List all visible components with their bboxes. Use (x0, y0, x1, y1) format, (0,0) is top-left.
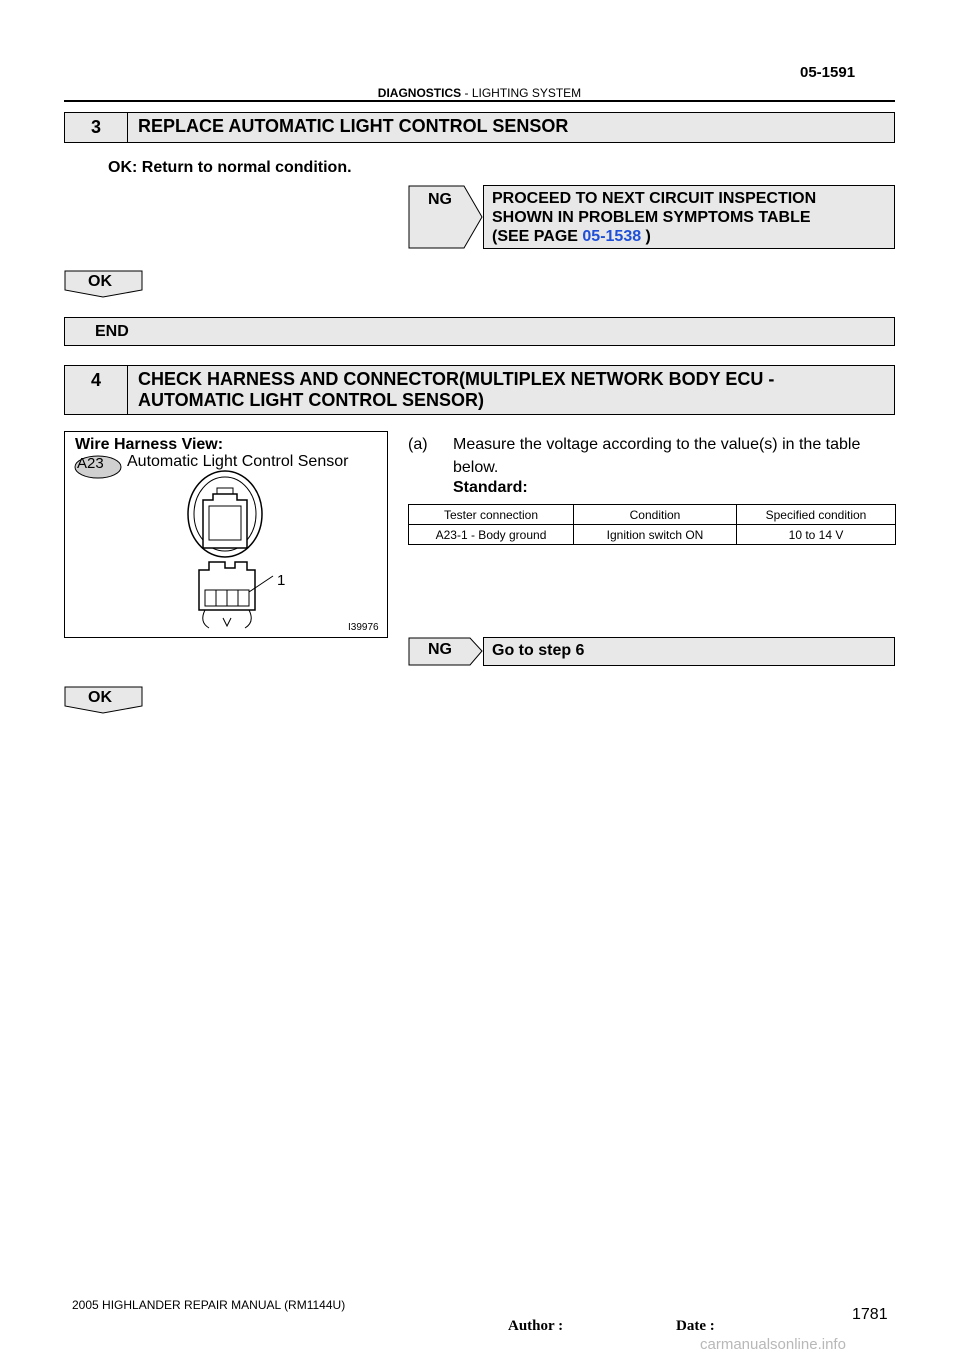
running-header (64, 86, 895, 100)
ng-arrow (408, 637, 482, 666)
ok-arrow (64, 270, 142, 292)
section-title: DIAGNOSTICS (377, 86, 462, 100)
table-header: Condition (574, 505, 737, 525)
procedure-marker: (a) (408, 436, 428, 453)
watermark: carmanualsonline.info (700, 1336, 846, 1353)
page-code: 05-1591 (800, 64, 856, 81)
ok-label: OK (88, 689, 112, 706)
date-label: Date : (676, 1318, 715, 1334)
ok-label: OK (88, 273, 112, 290)
ng-label: NG (428, 641, 452, 658)
ok-condition: OK: Return to normal condition. (108, 159, 352, 176)
step-title: REPLACE AUTOMATIC LIGHT CONTROL SENSOR (138, 116, 569, 136)
connector-name: Automatic Light Control Sensor (127, 453, 349, 470)
subsection-title: LIGHTING SYSTEM (471, 86, 582, 100)
figure-code: I39976 (348, 622, 379, 633)
standard-label: Standard: (453, 479, 528, 496)
manual-title: 2005 HIGHLANDER REPAIR MANUAL (RM1144U) (72, 1298, 346, 1312)
step-title-line-2: AUTOMATIC LIGHT CONTROL SENSOR) (138, 390, 484, 410)
ok-arrow (64, 686, 142, 708)
table-cell: Ignition switch ON (574, 525, 737, 545)
step-number: 3 (65, 113, 128, 142)
ng-label: NG (428, 191, 452, 208)
see-page-suffix: ) (641, 228, 651, 245)
table-header: Specified condition (737, 505, 896, 525)
table-row (409, 525, 896, 545)
see-page-prefix: (SEE PAGE (492, 228, 583, 245)
connector-drawing (175, 470, 335, 635)
step-4-box (64, 365, 895, 415)
author-label: Author : (508, 1318, 564, 1334)
spec-table (408, 504, 896, 545)
connector-id: A23 (77, 455, 104, 472)
step-3-box (64, 112, 895, 143)
wire-harness-figure (64, 431, 388, 638)
page-number: 1781 (852, 1306, 888, 1323)
ng-action-box: Go to step 6 (483, 637, 895, 666)
figure-title: Wire Harness View: (75, 436, 224, 453)
table-cell: A23-1 - Body ground (409, 525, 574, 545)
table-header-row (409, 505, 896, 525)
ng-action-line-2: SHOWN IN PROBLEM SYMPTOMS TABLE (492, 209, 811, 226)
header-separator: - (464, 86, 469, 100)
table-header: Tester connection (409, 505, 574, 525)
step-title (138, 369, 774, 411)
end-box: END (64, 317, 895, 346)
ng-arrow (408, 185, 482, 249)
page-reference-link[interactable]: 05-1538 (582, 228, 642, 245)
ng-action-line-3 (492, 227, 886, 246)
table-cell: 10 to 14 V (737, 525, 896, 545)
ng-action-line-1: PROCEED TO NEXT CIRCUIT INSPECTION (492, 190, 817, 207)
ng-action-box (483, 185, 895, 249)
pin-label: 1 (277, 572, 286, 589)
step-number: 4 (65, 366, 128, 414)
header-rule (64, 100, 895, 102)
procedure-text: Measure the voltage according to the value(s) in the table below. (453, 436, 861, 476)
step-title-line-1: CHECK HARNESS AND CONNECTOR(MULTIPLEX NETWORK BODY ECU - (138, 369, 775, 389)
